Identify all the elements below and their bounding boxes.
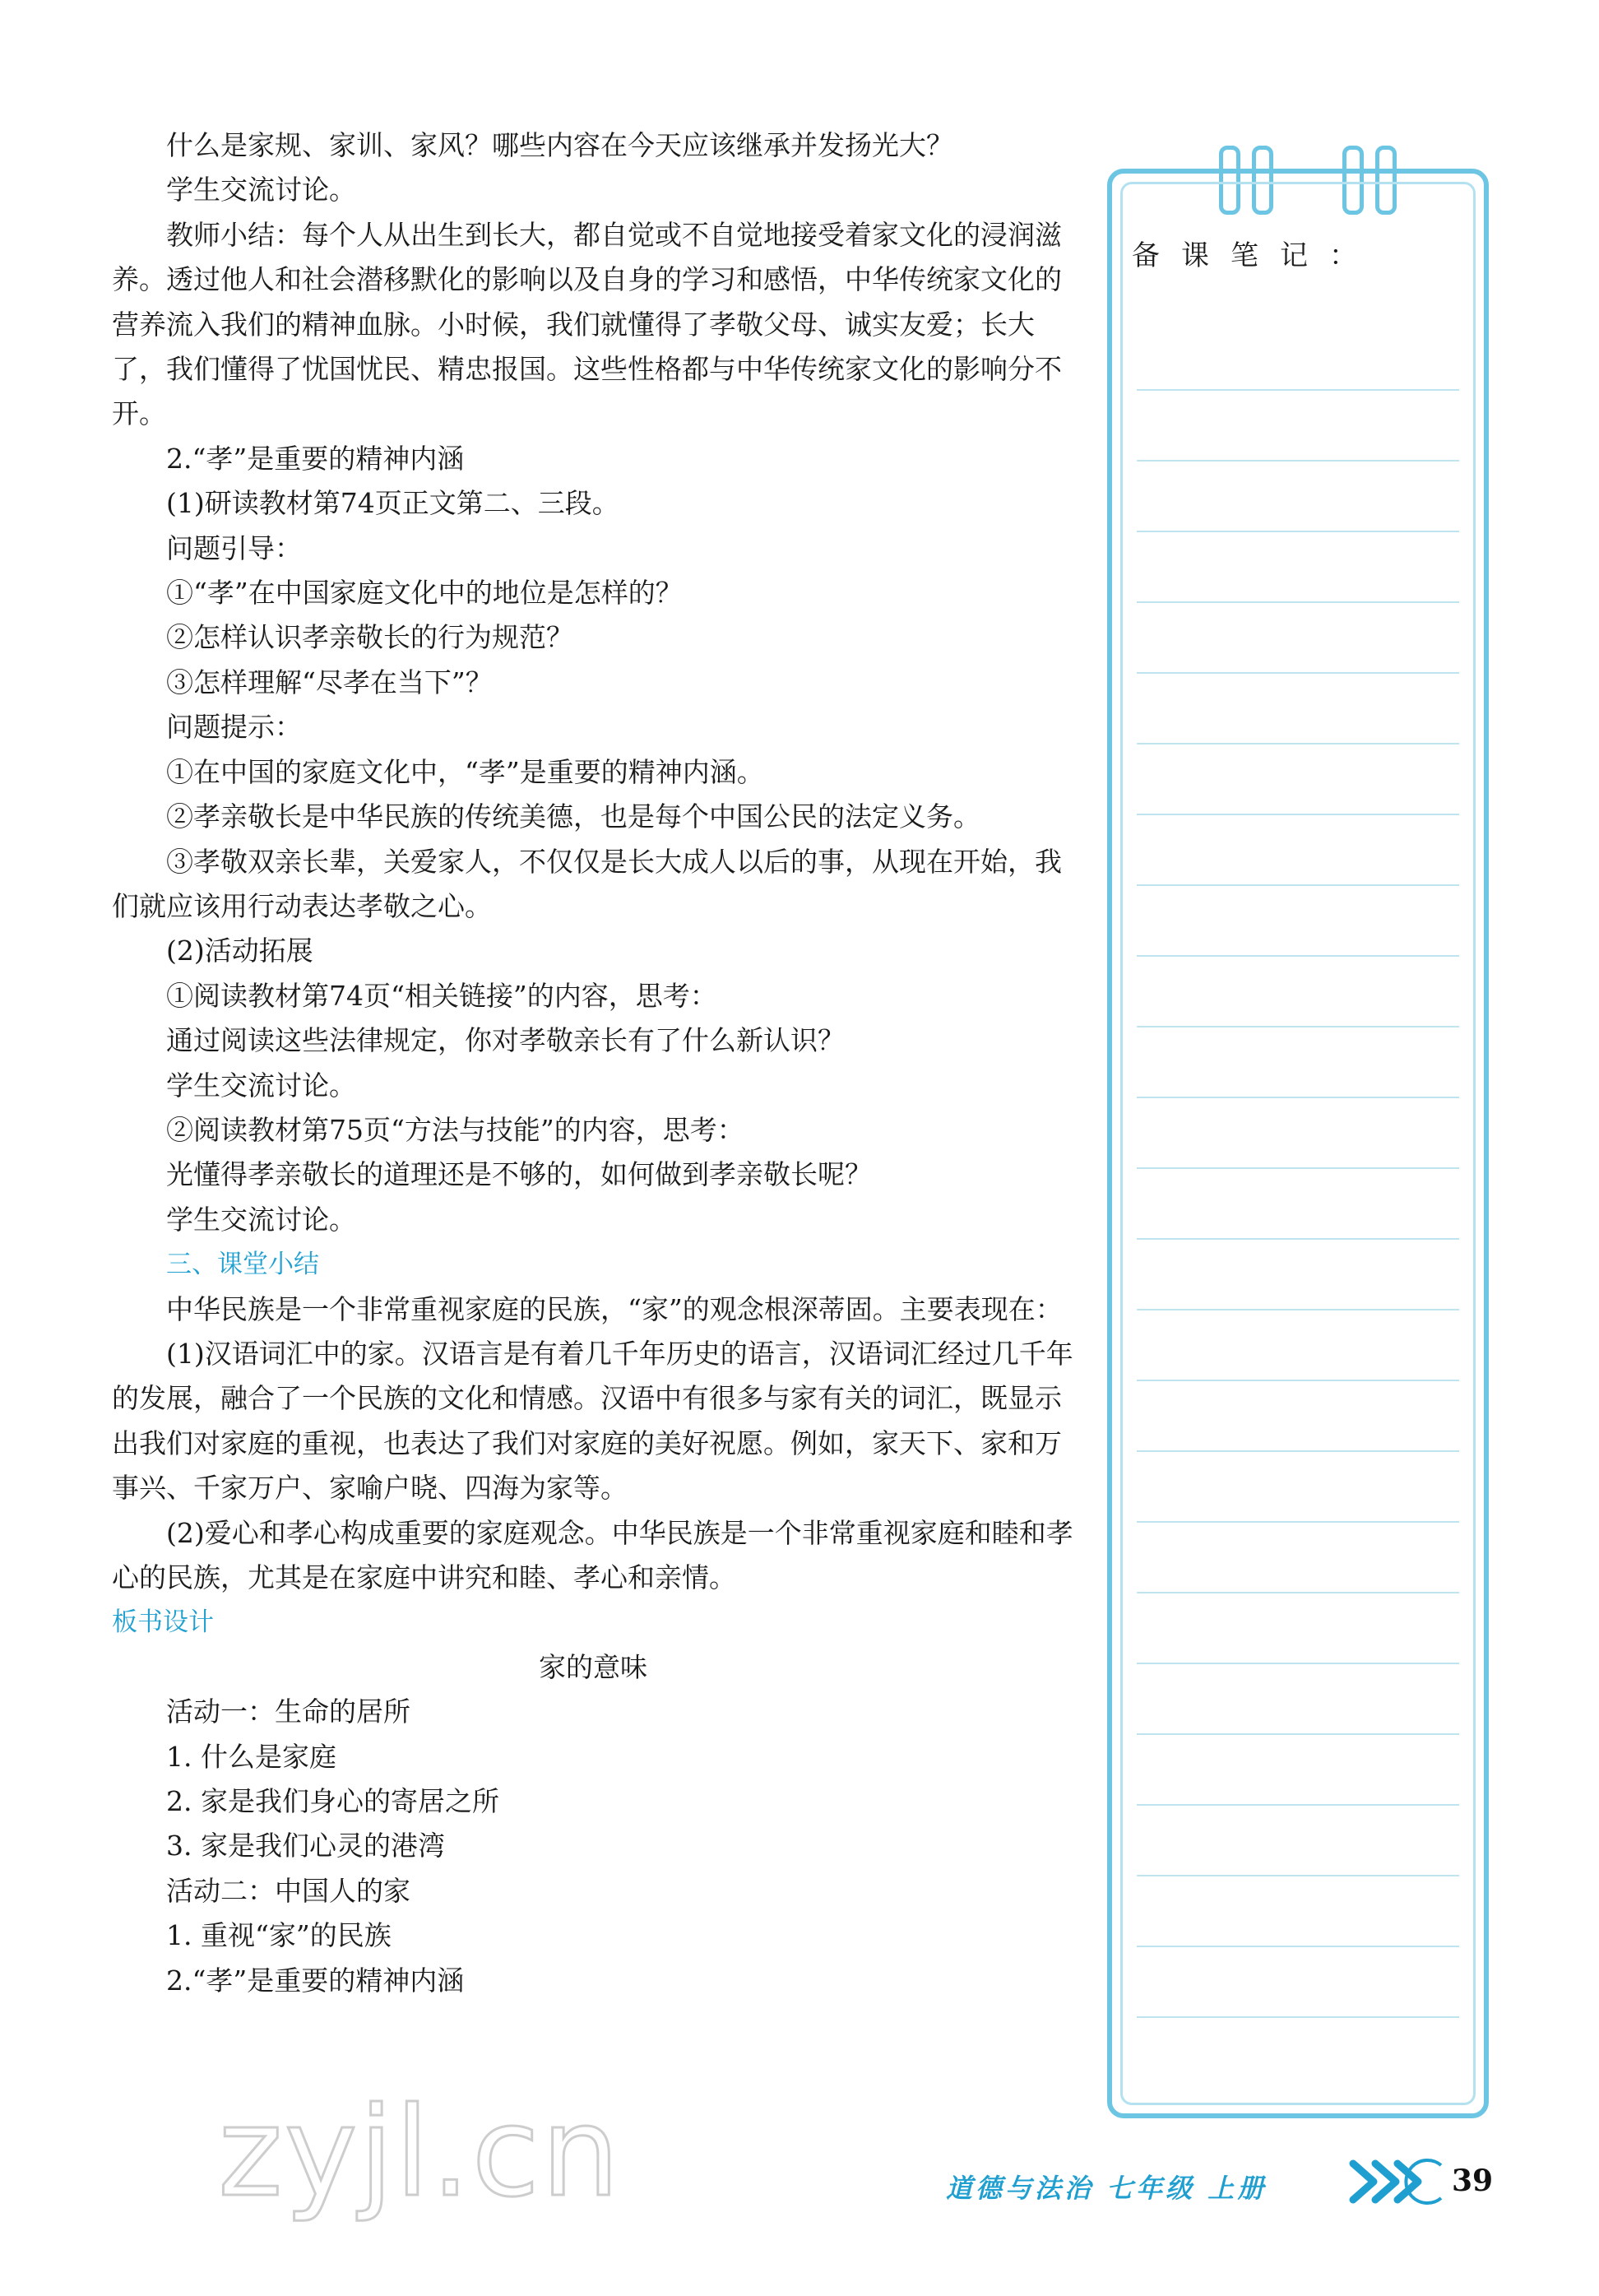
paragraph: 学生交流讨论。	[166, 174, 356, 206]
paragraph: 通过阅读这些法律规定，你对孝敬亲长有了什么新认识？	[166, 1024, 845, 1057]
paragraph: (2)爱心和孝心构成重要的家庭观念。中华民族是一个非常重视家庭和睦和孝心的民族，尤其是在家庭中讲究和睦、孝心和亲情。	[112, 1516, 1073, 1593]
question-item: ③怎样理解“尽孝在当下”？	[166, 666, 493, 698]
paragraph: 光懂得孝亲敬长的道理还是不够的，如何做到孝亲敬长呢？	[166, 1158, 872, 1191]
page-number: 39	[1452, 2164, 1494, 2198]
paragraph: ②阅读教材第75页“方法与技能”的内容，思考：	[166, 1113, 744, 1146]
notes-ruled-lines	[1137, 320, 1459, 2064]
hint-item: ②孝亲敬长是中华民族的传统美德，也是每个中国公民的法定义务。	[166, 800, 980, 833]
subheading: 2.“孝”是重要的精神内涵	[166, 442, 465, 475]
board-item: 1. 重视“家”的民族	[166, 1919, 392, 1952]
hint-item: ①在中国的家庭文化中，“孝”是重要的精神内涵。	[166, 755, 764, 788]
footer-subject: 道德与法治 七年级 上册	[946, 2173, 1268, 2204]
paragraph: 学生交流讨论。	[166, 1203, 356, 1236]
question-item: ②怎样认识孝亲敬长的行为规范？	[166, 621, 573, 654]
board-item: 活动一：生命的居所	[166, 1695, 410, 1728]
paragraph: 教师小结：每个人从出生到长大，都自觉或不自觉地接受着家文化的浸润滋养。透过他人和社会潜移默化的影响以及自身的学习和感悟，中华传统家文化的营养流入我们的精神血脉。小时候，我们就懂得了孝敬父母、诚实友爱；长大了，我们懂得了忧国忧民、精忠报国。这些性格都与中华传统家文化的影响分不开。	[112, 218, 1062, 430]
board-item: 3. 家是我们心灵的港湾	[166, 1830, 445, 1862]
board-item: 1. 什么是家庭	[166, 1740, 336, 1773]
notes-title: 备课笔记：	[1132, 239, 1379, 272]
paragraph: (1)研读教材第74页正文第二、三段。	[166, 487, 619, 520]
paragraph: 中华民族是一个非常重视家庭的民族，“家”的观念根深蒂固。主要表现在：	[166, 1292, 1063, 1325]
board-title: 家的意味	[539, 1650, 647, 1683]
board-item: 活动二：中国人的家	[166, 1874, 410, 1907]
board-item: 2.“孝”是重要的精神内涵	[166, 1964, 465, 1997]
notes-panel	[1107, 169, 1489, 2118]
hint-item: ③孝敬双亲长辈，关爱家人，不仅仅是长大成人以后的事，从现在开始，我们就应该用行动表达孝敬之心。	[112, 845, 1062, 922]
watermark: zyjl.cn	[218, 2081, 622, 2224]
subheading: (2)活动拓展	[166, 935, 313, 967]
paragraph: 学生交流讨论。	[166, 1069, 356, 1102]
paragraph: 问题引导：	[166, 531, 302, 564]
paragraph: ①阅读教材第74页“相关链接”的内容，思考：	[166, 979, 717, 1012]
board-heading: 板书设计	[112, 1607, 214, 1638]
section-heading: 三、课堂小结	[166, 1250, 319, 1280]
paragraph: 问题提示：	[166, 711, 302, 744]
lesson-body	[112, 123, 1074, 2003]
chevron-arrows-icon	[1349, 2157, 1448, 2206]
paragraph: 什么是家规、家训、家风？哪些内容在今天应该继承并发扬光大？	[166, 129, 953, 161]
paragraph: (1)汉语词汇中的家。汉语言是有着几千年历史的语言，汉语词汇经过几千年的发展，融合了一个民族的文化和情感。汉语中有很多与家有关的词汇，既显示出我们对家庭的重视，也表达了我们对家庭的美好祝愿。例如，家天下、家和万事兴、千家万户、家喻户晓、四海为家等。	[112, 1337, 1073, 1505]
board-item: 2. 家是我们身心的寄居之所	[166, 1785, 499, 1818]
question-item: ①“孝”在中国家庭文化中的地位是怎样的？	[166, 577, 683, 610]
